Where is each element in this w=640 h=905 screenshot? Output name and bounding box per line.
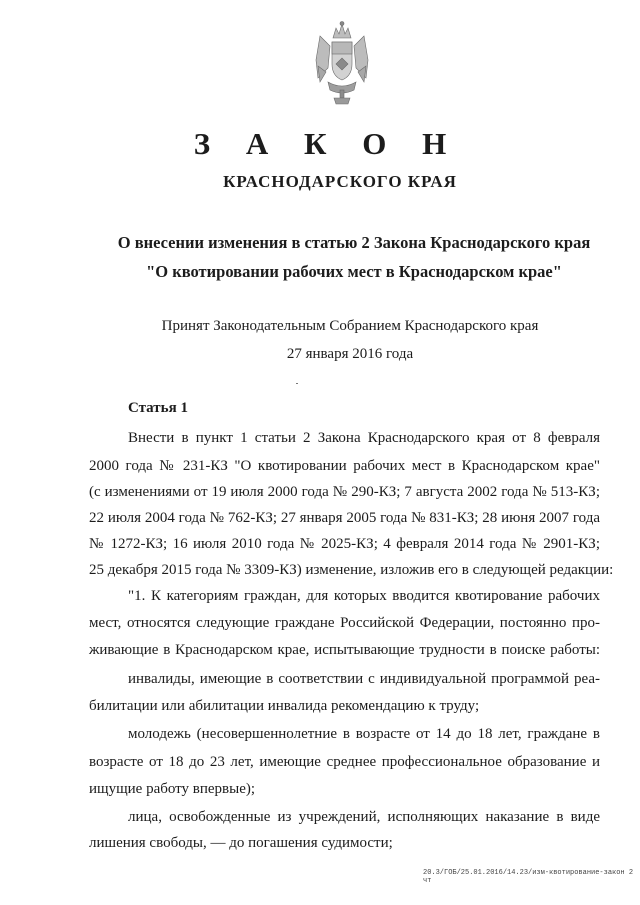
krasnodar-coat-of-arms-icon [314, 20, 370, 106]
article-line: живающие в Краснодарском крае, испытывающие трудности в поиске работы: [89, 642, 600, 658]
article-line: Внести в пункт 1 статьи 2 Закона Краснодарского края от 8 февраля [128, 430, 600, 446]
document-subject-line-1: О внесении изменения в статью 2 Закона Краснодарского края [117, 233, 591, 252]
footer-file-code: 20.3/ГОБ/25.01.2016/14.23/изм-квотирование-закон 2 чт [423, 869, 634, 885]
article-line: (с изменениями от 19 июля 2000 года № 290-КЗ; 7 августа 2002 года № 513-КЗ; [89, 484, 600, 500]
article-line: ищущие работу впервые); [89, 781, 256, 797]
article-line: возрасте от 18 до 23 лет, имеющие среднее профессиональное образование и [89, 754, 600, 770]
article-heading: Статья 1 [128, 400, 188, 416]
article-line: мест, относятся следующие граждане Российской Федерации, постоянно про- [89, 615, 600, 631]
article-line: "1. К категориям граждан, для которых вводится квотирование рабочих [128, 588, 600, 604]
article-line: № 1272-КЗ; 16 июля 2010 года № 2025-КЗ; 4 февраля 2014 года № 2901-КЗ; [89, 536, 600, 552]
document-region: КРАСНОДАРСКОГО КРАЯ [223, 172, 457, 191]
scan-speck [296, 383, 298, 384]
article-line: молодежь (несовершеннолетние в возрасте от 14 до 18 лет, граждане в [128, 726, 600, 742]
adoption-date: 27 января 2016 года [286, 346, 414, 362]
document-subject-line-2: "О квотировании рабочих мест в Краснодарском крае" [146, 262, 562, 281]
article-line: 2000 года № 231-КЗ "О квотировании рабочих мест в Краснодарском крае" [89, 458, 600, 474]
article-line: лишения свободы, — до погашения судимости; [89, 835, 393, 851]
document-title: З А К О Н [193, 126, 461, 161]
adoption-line-1: Принят Законодательным Собранием Краснодарского края [161, 318, 539, 334]
article-line: 22 июля 2004 года № 762-КЗ; 27 января 2005 года № 831-КЗ; 28 июня 2007 года [89, 510, 600, 526]
article-line: инвалиды, имеющие в соответствии с индивидуальной программой реа- [128, 671, 600, 687]
article-line: билитации или абилитации инвалида рекомендацию к труду; [89, 698, 480, 714]
article-line: лица, освобожденные из учреждений, исполняющих наказание в виде [128, 809, 600, 825]
article-line: 25 декабря 2015 года № 3309-КЗ) изменение, изложив его в следующей редакции: [89, 562, 614, 578]
